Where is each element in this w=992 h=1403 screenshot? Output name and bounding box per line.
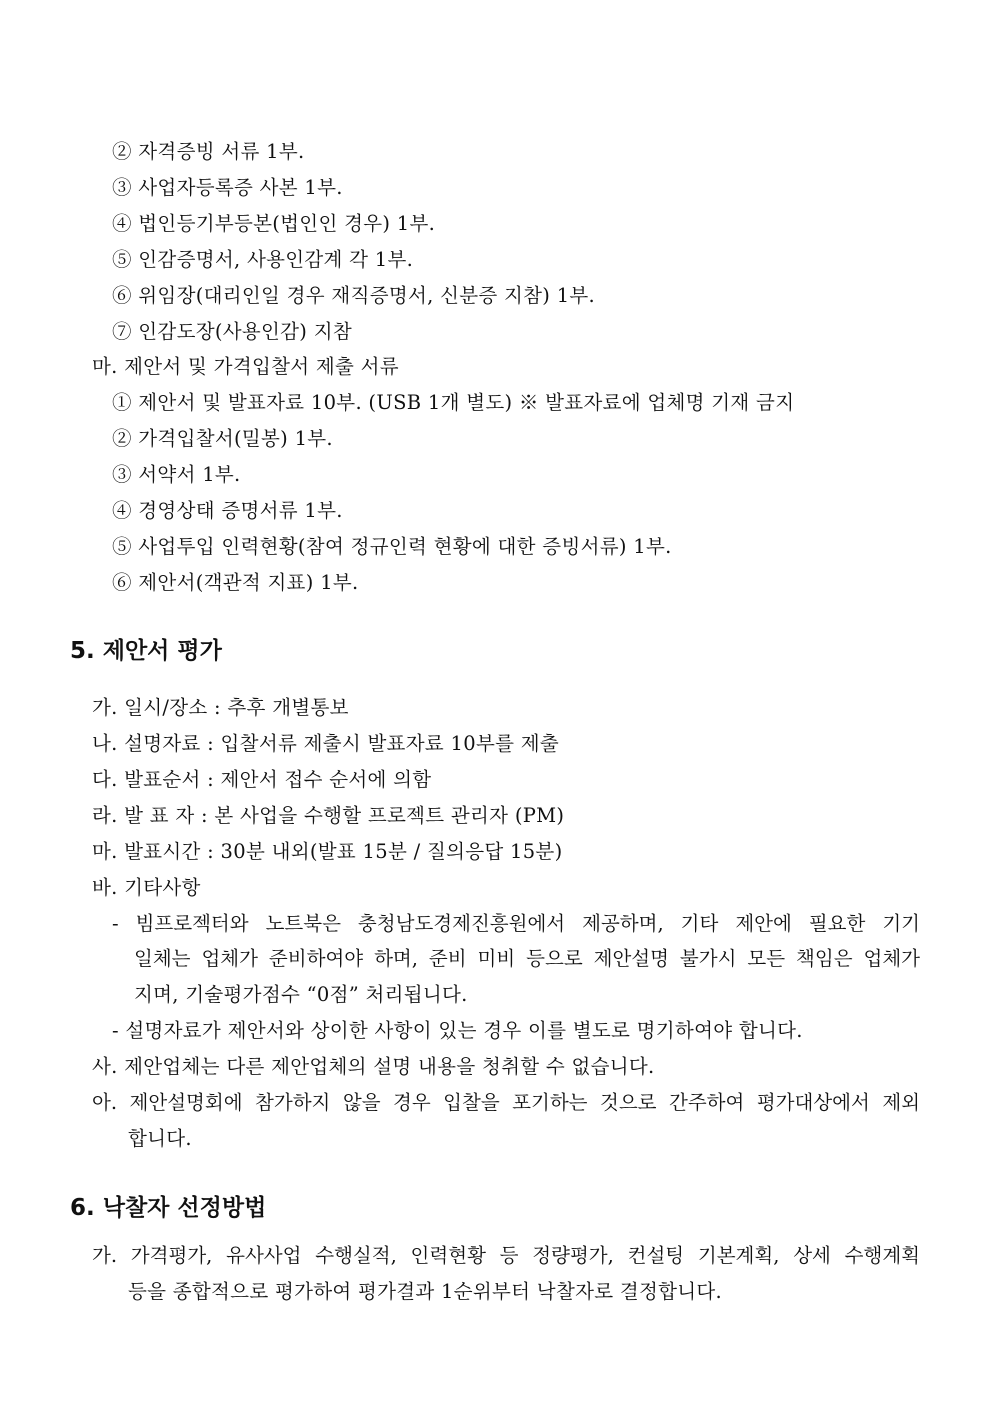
- other-note-line: 지며, 기술평가점수 “0점” 처리됩니다.: [134, 983, 468, 1006]
- other-note-line: - 빔프로젝터와 노트북은 충청남도경제진흥원에서 제공하며, 기타 제안에 필요한 기기: [112, 912, 920, 935]
- section-5-item: 사. 제안업체는 다른 제안업체의 설명 내용을 청취할 수 없습니다.: [92, 1055, 655, 1078]
- docs-item: ③ 사업자등록증 사본 1부.: [112, 176, 343, 199]
- section-6-item-continued: 등을 종합적으로 평가하여 평가결과 1순위부터 낙찰자로 결정합니다.: [128, 1280, 723, 1303]
- submission-item: ① 제안서 및 발표자료 10부. (USB 1개 별도) ※ 발표자료에 업체명 기재 금지: [112, 391, 795, 414]
- docs-item: ⑦ 인감도장(사용인감) 지참: [112, 320, 352, 343]
- docs-item: ⑥ 위임장(대리인일 경우 재직증명서, 신분증 지참) 1부.: [112, 284, 596, 307]
- section-6-item: 가. 가격평가, 유사사업 수행실적, 인력현황 등 정량평가, 컨설팅 기본계획, 상세 수행계획: [92, 1244, 920, 1267]
- submission-item: ⑤ 사업투입 인력현황(참여 정규인력 현황에 대한 증빙서류) 1부.: [112, 535, 672, 558]
- submission-item: ③ 서약서 1부.: [112, 463, 241, 486]
- docs-item: ⑤ 인감증명서, 사용인감계 각 1부.: [112, 248, 414, 271]
- section-5-item: 마. 발표시간 : 30분 내외(발표 15분 / 질의응답 15분): [92, 840, 563, 863]
- section-5-item: 나. 설명자료 : 입찰서류 제출시 발표자료 10부를 제출: [92, 732, 560, 755]
- section-5-item: 아. 제안설명회에 참가하지 않을 경우 입찰을 포기하는 것으로 간주하여 평가대상에서 제외: [92, 1091, 920, 1114]
- submission-item: ② 가격입찰서(밀봉) 1부.: [112, 427, 333, 450]
- submission-item: ④ 경영상태 증명서류 1부.: [112, 499, 343, 522]
- section-5-item-continued: 합니다.: [128, 1127, 192, 1150]
- other-note: - 설명자료가 제안서와 상이한 사항이 있는 경우 이를 별도로 명기하여야 합니다.: [112, 1019, 803, 1042]
- section-5-item: 바. 기타사항: [92, 876, 201, 899]
- section-5-item: 라. 발 표 자 : 본 사업을 수행할 프로젝트 관리자 (PM): [92, 804, 565, 827]
- section-6-heading: 6. 낙찰자 선정방법: [70, 1195, 267, 1221]
- other-note-line: 일체는 업체가 준비하여야 하며, 준비 미비 등으로 제안설명 불가시 모든 책임은 업체가: [134, 947, 920, 970]
- docs-item: ④ 법인등기부등본(법인인 경우) 1부.: [112, 212, 436, 235]
- section-5-heading: 5. 제안서 평가: [70, 638, 222, 664]
- submission-title: 마. 제안서 및 가격입찰서 제출 서류: [92, 355, 399, 378]
- docs-item: ② 자격증빙 서류 1부.: [112, 140, 305, 163]
- section-5-item: 가. 일시/장소 : 추후 개별통보: [92, 696, 349, 719]
- section-5-item: 다. 발표순서 : 제안서 접수 순서에 의함: [92, 768, 432, 791]
- submission-item: ⑥ 제안서(객관적 지표) 1부.: [112, 571, 359, 594]
